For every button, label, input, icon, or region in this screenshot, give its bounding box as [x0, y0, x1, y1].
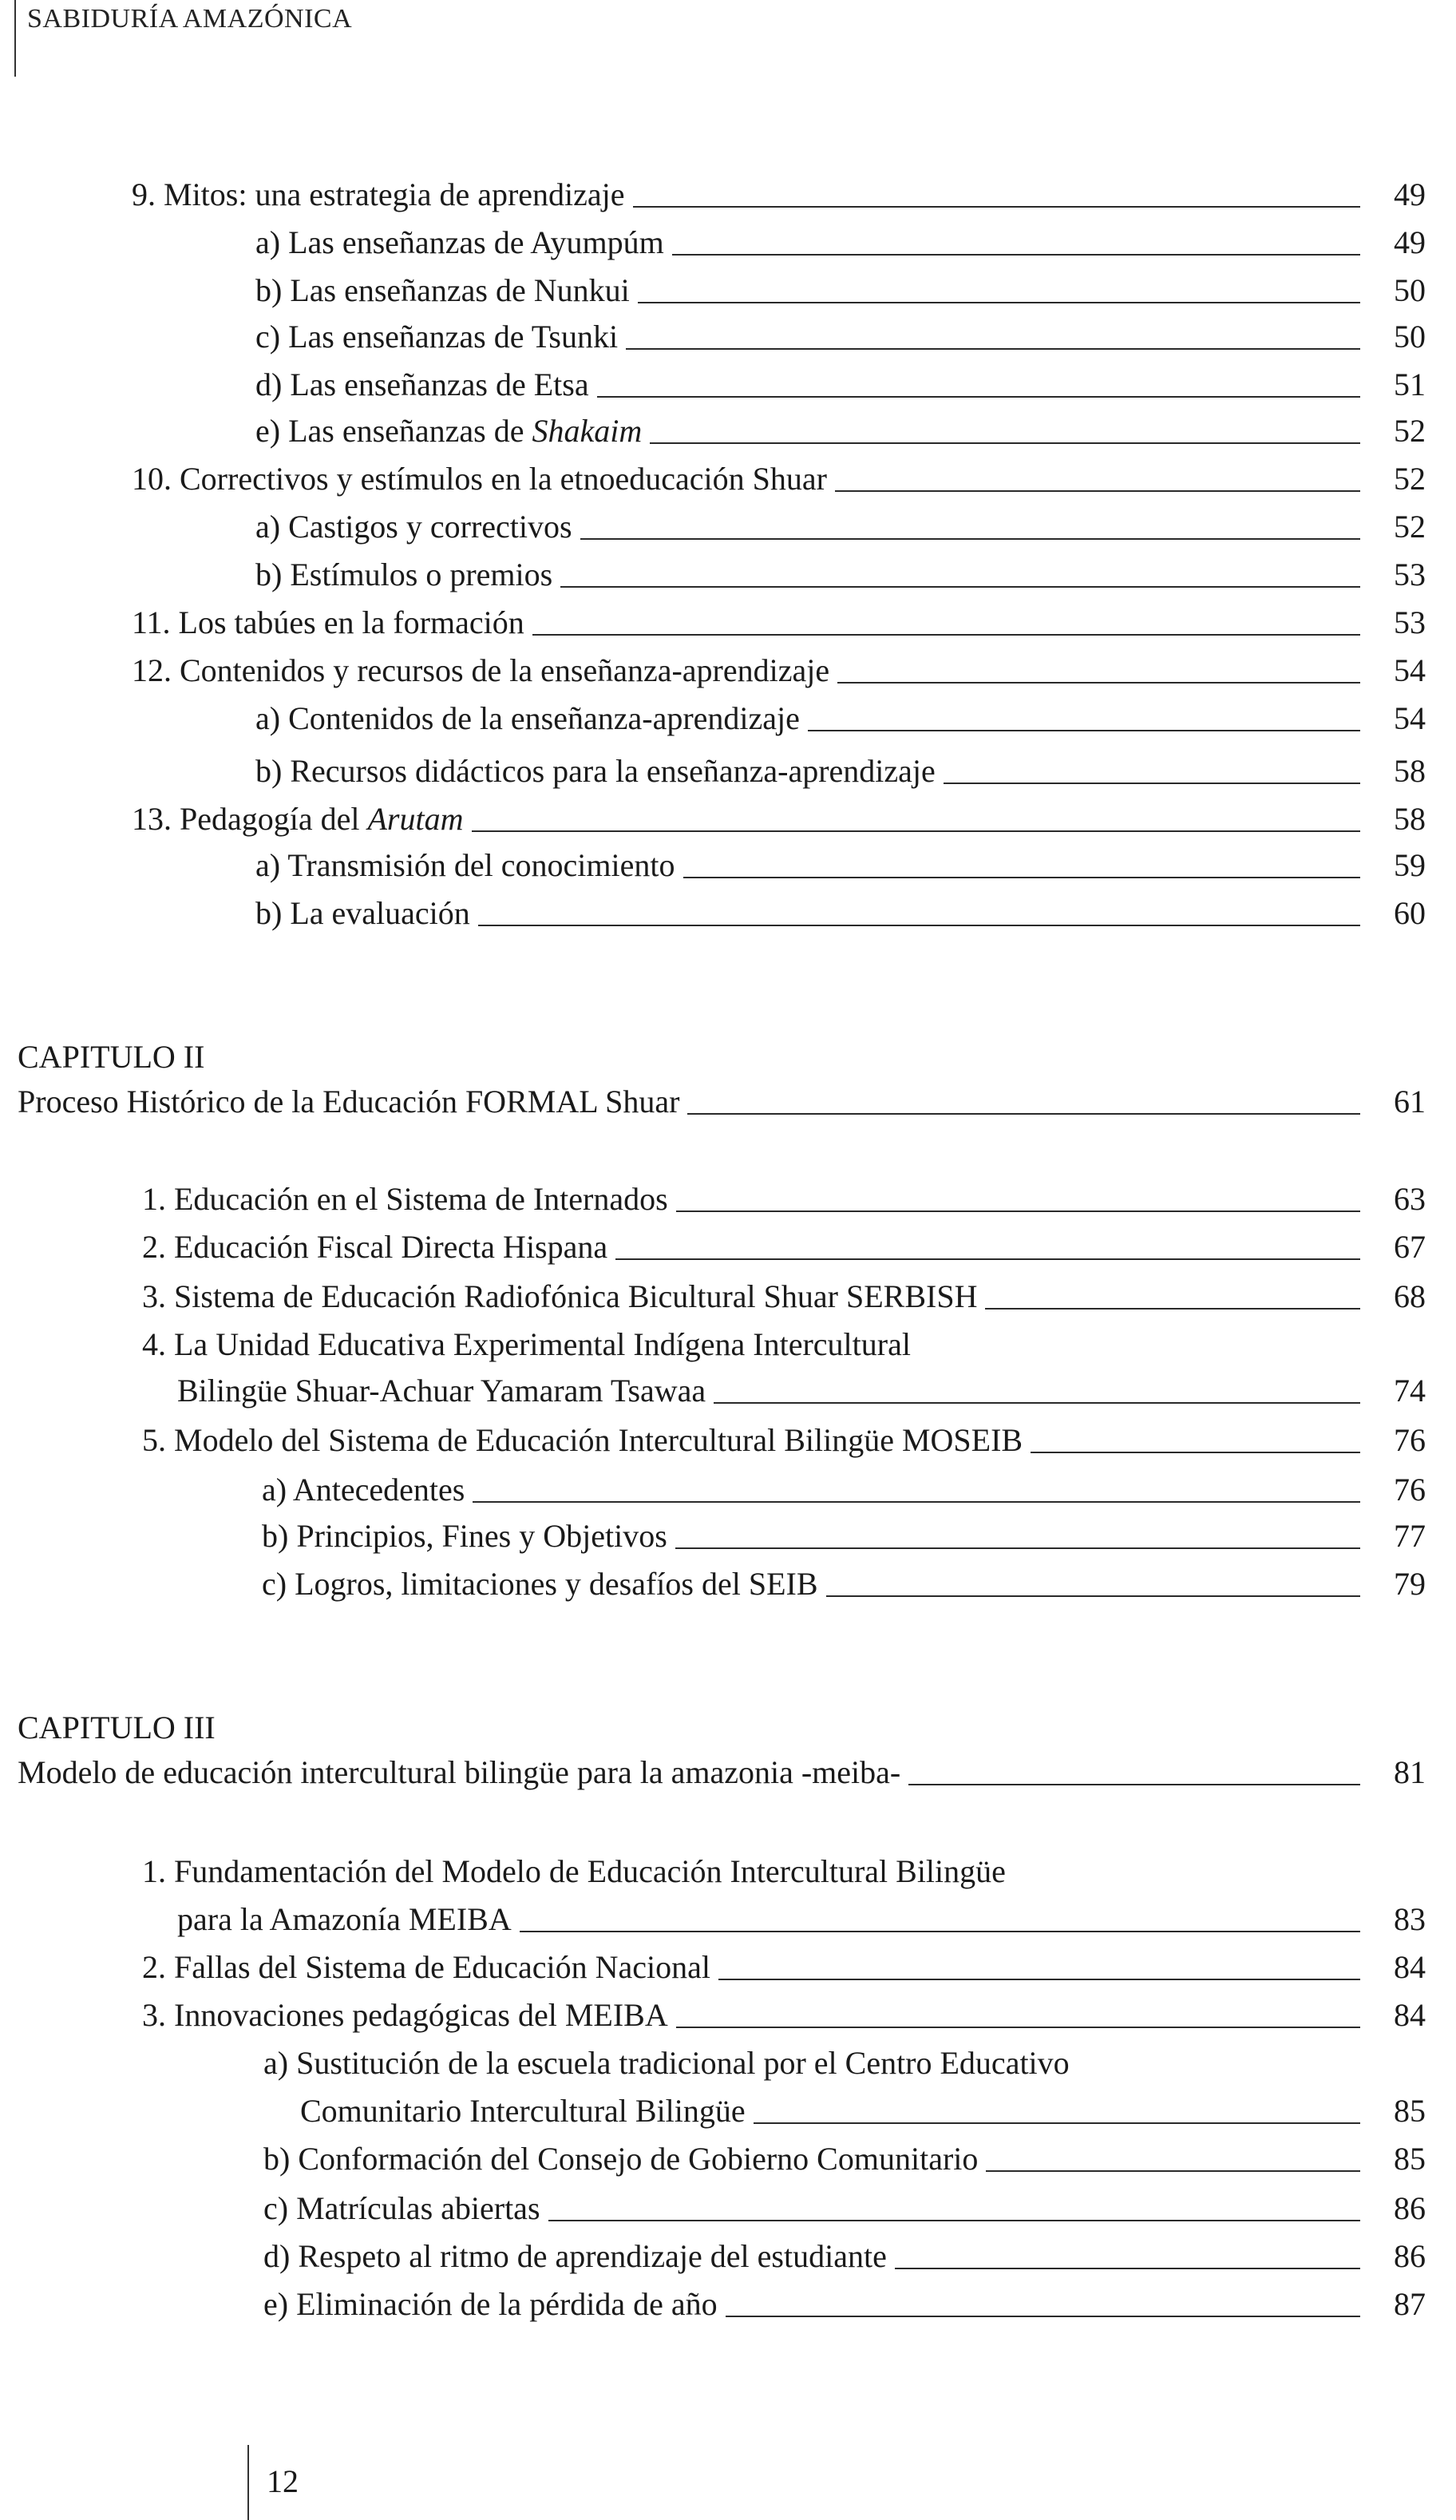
toc-entry-page: 83 [1394, 1901, 1426, 1937]
toc-entry[interactable] [142, 1179, 1426, 1220]
toc-entry-page: 52 [1394, 461, 1426, 497]
leader-line [718, 1979, 1360, 1980]
toc-entry-label: a) Contenidos de la enseñanza-aprendizaje [255, 700, 800, 736]
toc-entry-page: 84 [1394, 1997, 1426, 2033]
toc-entry-label: 10. Correctivos y estímulos en la etnoeducación Shuar [132, 461, 827, 497]
chapter-heading: CAPITULO III [18, 1710, 216, 1745]
toc-entry-page: 59 [1394, 847, 1426, 883]
toc-entry-label: b) Estímulos o premios [255, 557, 553, 592]
toc-entry[interactable] [263, 2236, 1426, 2277]
leader-line [580, 538, 1360, 540]
toc-entry-label: b) Principios, Fines y Objetivos [262, 1518, 667, 1554]
toc-entry-label: b) Recursos didácticos para la enseñanza-aprendizaje [255, 753, 936, 789]
toc-entry-label-continuation: Bilingüe Shuar-Achuar Yamaram Tsawaa [177, 1373, 706, 1409]
toc-entry-page: 68 [1394, 1278, 1426, 1314]
leader-line [808, 730, 1360, 731]
leader-line [626, 348, 1360, 350]
toc-entry[interactable] [262, 1469, 1426, 1511]
toc-entry[interactable] [262, 1516, 1426, 1557]
toc-entry-label: 3. Innovaciones pedagógicas del MEIBA [142, 1997, 668, 2033]
toc-entry-label: d) Las enseñanzas de Etsa [255, 367, 589, 402]
toc-entry-line2[interactable] [177, 1899, 1426, 1940]
toc-entry-page: 63 [1394, 1181, 1426, 1217]
toc-entry-label-italic: Arutam [367, 801, 464, 837]
toc-entry-label: a) Antecedentes [262, 1472, 465, 1508]
toc-entry[interactable] [132, 798, 1426, 840]
toc-entry-label: c) Logros, limitaciones y desafíos del SEIB [262, 1566, 818, 1602]
chapter-title-entry[interactable] [18, 1752, 1426, 1793]
toc-entry-label: c) Matrículas abiertas [263, 2190, 540, 2226]
toc-entry[interactable] [255, 364, 1426, 406]
toc-entry[interactable] [263, 2284, 1426, 2325]
leader-line [944, 783, 1360, 784]
toc-entry[interactable] [132, 174, 1426, 216]
leader-line [560, 586, 1360, 588]
toc-entry-line2[interactable] [177, 1370, 1426, 1412]
leader-line [520, 1931, 1360, 1932]
leader-line [985, 1308, 1360, 1310]
leader-line [676, 2027, 1360, 2028]
chapter-title: Proceso Histórico de la Educación FORMAL Shuar [18, 1084, 680, 1119]
leader-line [687, 1113, 1360, 1115]
toc-entry-label: 12. Contenidos y recursos de la enseñanza-aprendizaje [132, 652, 830, 688]
toc-entry-label-italic: Shakaim [532, 413, 643, 449]
leader-line [633, 206, 1360, 208]
toc-entry-label: b) Las enseñanzas de Nunkui [255, 272, 630, 308]
toc-entry[interactable] [255, 270, 1426, 311]
toc-entry[interactable] [132, 650, 1426, 691]
toc-entry-page: 79 [1394, 1566, 1426, 1602]
leader-line [638, 302, 1360, 303]
leader-line [473, 1501, 1360, 1503]
toc-entry-page: 61 [1394, 1084, 1426, 1119]
toc-entry[interactable] [255, 222, 1426, 263]
leader-line [675, 1547, 1360, 1549]
toc-entry-page: 76 [1394, 1422, 1426, 1458]
toc-entry[interactable] [263, 2138, 1426, 2180]
toc-entry[interactable] [255, 845, 1426, 886]
leader-line [676, 1210, 1360, 1212]
toc-entry-label-continuation: para la Amazonía MEIBA [177, 1901, 512, 1937]
leader-line [726, 2316, 1360, 2317]
toc-entry-page: 81 [1394, 1754, 1426, 1790]
toc-entry-page: 84 [1394, 1949, 1426, 1985]
toc-entry-line1[interactable] [142, 1851, 1426, 1892]
toc-entry[interactable] [142, 1947, 1426, 1988]
toc-entry[interactable] [263, 2188, 1426, 2229]
toc-entry[interactable] [255, 506, 1426, 548]
toc-entry-label: b) Conformación del Consejo de Gobierno Comunitario [263, 2141, 979, 2177]
toc-entry[interactable] [132, 602, 1426, 644]
leader-line [1031, 1452, 1360, 1453]
toc-entry-page: 49 [1394, 224, 1426, 260]
running-header: SABIDURÍA AMAZÓNICA [27, 4, 353, 34]
toc-entry-label: b) La evaluación [255, 895, 470, 931]
leader-line [908, 1784, 1360, 1785]
toc-entry-label-text: e) Las enseñanzas de [255, 413, 532, 449]
toc-entry[interactable] [142, 1420, 1426, 1461]
toc-entry-label-continuation: Comunitario Intercultural Bilingüe [300, 2093, 746, 2129]
leader-line [672, 254, 1360, 256]
toc-entry-page: 87 [1394, 2286, 1426, 2322]
leader-line [478, 925, 1360, 926]
toc-entry-page: 85 [1394, 2141, 1426, 2177]
toc-entry[interactable] [142, 1276, 1426, 1317]
toc-entry[interactable] [255, 893, 1426, 934]
leader-line [754, 2122, 1360, 2124]
leader-line [895, 2268, 1360, 2269]
toc-entry-label: 2. Educación Fiscal Directa Hispana [142, 1229, 608, 1265]
leader-line [597, 396, 1360, 398]
leader-line [835, 490, 1360, 492]
toc-entry-page: 52 [1394, 509, 1426, 545]
header-rule [14, 0, 16, 77]
toc-entry-page: 53 [1394, 557, 1426, 592]
toc-entry-line1[interactable] [263, 2043, 1426, 2084]
toc-entry[interactable] [255, 698, 1426, 739]
toc-entry-page: 58 [1394, 753, 1426, 789]
toc-entry-page: 60 [1394, 895, 1426, 931]
toc-entry-page: 54 [1394, 652, 1426, 688]
toc-entry-page: 53 [1394, 604, 1426, 640]
toc-entry-label: 5. Modelo del Sistema de Educación Intercultural Bilingüe MOSEIB [142, 1422, 1023, 1458]
chapter-title: Modelo de educación intercultural bilingüe para la amazonia -meiba- [18, 1754, 901, 1790]
toc-entry[interactable] [262, 1563, 1426, 1605]
toc-entry-label: 1. Fundamentación del Modelo de Educación Intercultural Bilingüe [142, 1853, 1006, 1889]
toc-entry[interactable] [255, 554, 1426, 596]
toc-entry-label: 11. Los tabúes en la formación [132, 604, 524, 640]
toc-entry[interactable] [132, 458, 1426, 500]
toc-entry[interactable] [142, 1226, 1426, 1268]
toc-entry-line1[interactable] [142, 1324, 1426, 1365]
toc-entry-page: 86 [1394, 2190, 1426, 2226]
chapter-heading: CAPITULO II [18, 1039, 205, 1075]
toc-entry-label: 9. Mitos: una estrategia de aprendizaje [132, 176, 625, 212]
toc-entry-page: 49 [1394, 176, 1426, 212]
toc-entry-page: 50 [1394, 272, 1426, 308]
toc-entry-label: e) Eliminación de la pérdida de año [263, 2286, 718, 2322]
toc-entry[interactable] [255, 410, 1426, 452]
toc-entry-page: 50 [1394, 319, 1426, 355]
toc-entry-label: a) Sustitución de la escuela tradicional por el Centro Educativo [263, 2045, 1070, 2081]
toc-entry-page: 52 [1394, 413, 1426, 449]
leader-line [472, 830, 1361, 832]
leader-line [532, 634, 1360, 636]
toc-entry[interactable] [255, 751, 1426, 792]
toc-entry-page: 74 [1394, 1373, 1426, 1409]
toc-entry-label: c) Las enseñanzas de Tsunki [255, 319, 619, 355]
toc-entry-label [132, 798, 464, 840]
leader-line [986, 2170, 1360, 2172]
leader-line [548, 2220, 1360, 2221]
leader-line [837, 682, 1360, 683]
toc-entry-label: 4. La Unidad Educativa Experimental Indígena Intercultural [142, 1326, 911, 1362]
leader-line [714, 1402, 1360, 1404]
toc-entry-label: 3. Sistema de Educación Radiofónica Bicultural Shuar SERBISH [142, 1278, 978, 1314]
toc-entry-label: a) Las enseñanzas de Ayumpúm [255, 224, 664, 260]
toc-entry[interactable] [255, 316, 1426, 358]
toc-entry-page: 51 [1394, 367, 1426, 402]
toc-entry-page: 86 [1394, 2238, 1426, 2274]
page-number: 12 [267, 2463, 299, 2499]
toc-entry-label: 2. Fallas del Sistema de Educación Nacional [142, 1949, 711, 1985]
toc-entry-label [255, 410, 642, 452]
toc-entry-label-text: 13. Pedagogía del [132, 801, 368, 837]
footer-rule [247, 2445, 249, 2520]
toc-entry[interactable] [142, 1995, 1426, 2036]
leader-line [683, 877, 1360, 878]
toc-entry-label: a) Castigos y correctivos [255, 509, 572, 545]
toc-entry-page: 76 [1394, 1472, 1426, 1508]
toc-entry-label: d) Respeto al ritmo de aprendizaje del estudiante [263, 2238, 887, 2274]
toc-entry-line2[interactable] [300, 2090, 1426, 2132]
toc-entry-label: 1. Educación en el Sistema de Internados [142, 1181, 668, 1217]
leader-line [650, 442, 1360, 444]
toc-entry-page: 58 [1394, 801, 1426, 837]
chapter-title-entry[interactable] [18, 1081, 1426, 1123]
leader-line [615, 1258, 1360, 1260]
toc-entry-page: 85 [1394, 2093, 1426, 2129]
toc-entry-page: 77 [1394, 1518, 1426, 1554]
toc-entry-page: 67 [1394, 1229, 1426, 1265]
toc-entry-page: 54 [1394, 700, 1426, 736]
toc-entry-label: a) Transmisión del conocimiento [255, 847, 675, 883]
leader-line [826, 1595, 1360, 1597]
